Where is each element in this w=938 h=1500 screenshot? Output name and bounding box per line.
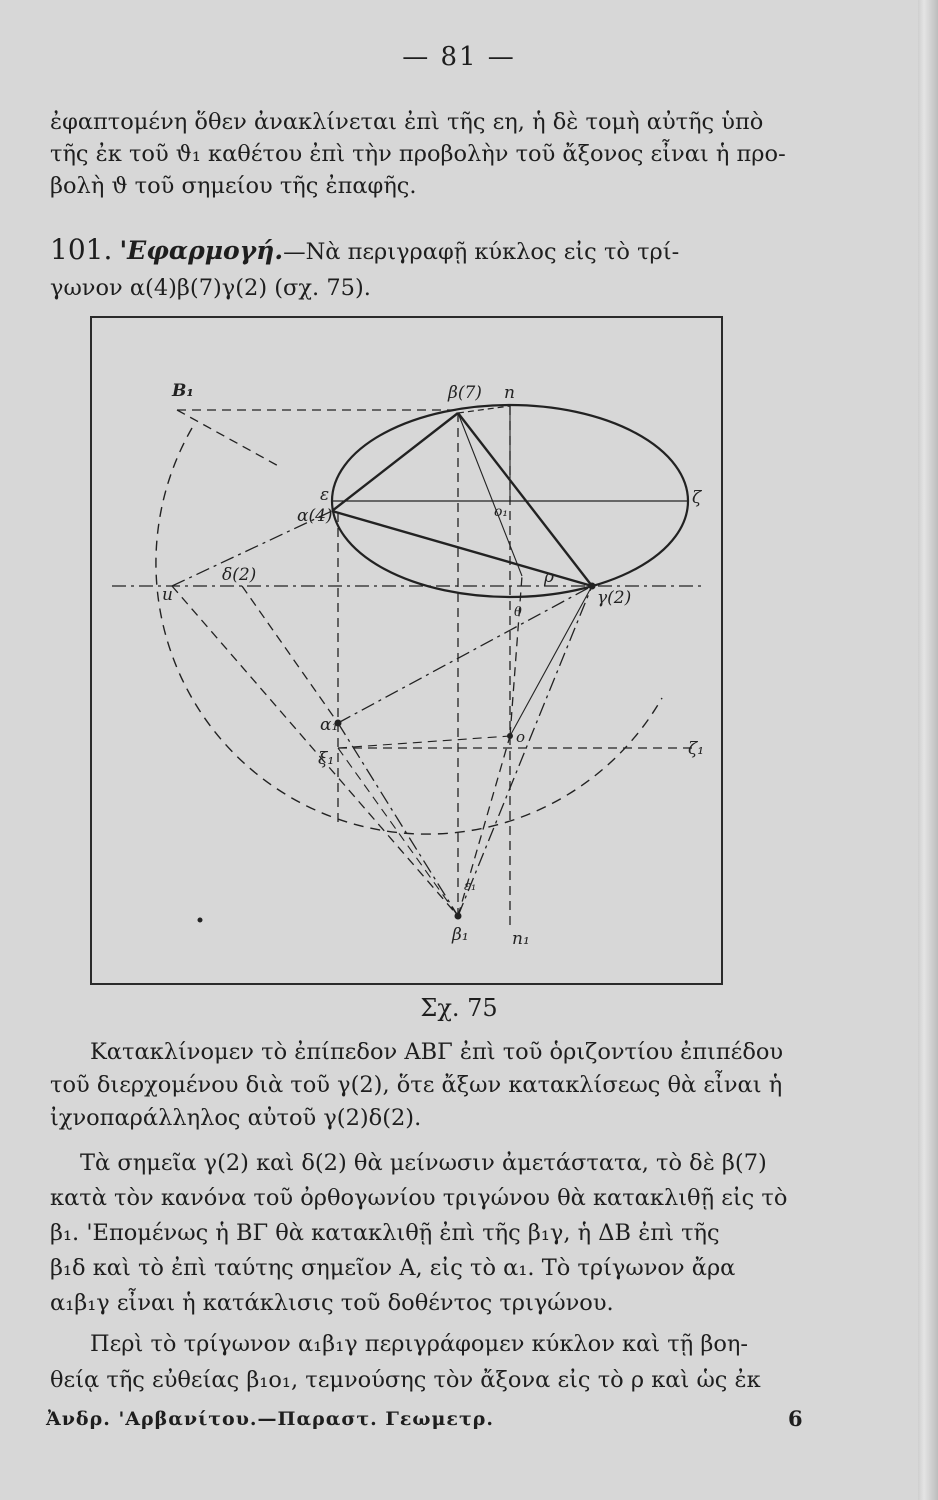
body-paragraph-1	[50, 1036, 840, 1135]
section-101	[50, 232, 840, 306]
section-continuation: γωνον α(4)β(7)γ(2) (σχ. 75).	[50, 275, 371, 301]
label-rho: ρ	[544, 567, 554, 587]
point-o	[508, 734, 513, 739]
section-title: 'Εφαρμογή.	[119, 236, 284, 265]
text-line: β₁. 'Επομένως ἡ ΒΓ θὰ κατακλιθῇ ἐπὶ τῆς β₁γ, ἡ ΔΒ ἐπὶ τῆς	[50, 1220, 720, 1246]
label-g2: γ(2)	[597, 588, 632, 608]
label-n-top: n	[504, 383, 515, 403]
text-line: κατὰ τὸν κανόνα τοῦ ὀρθογωνίου τριγώνου θὰ κατακλιθῇ εἰς τὸ	[50, 1185, 788, 1211]
section-number: 101.	[50, 233, 113, 266]
signature-mark: 6	[788, 1406, 803, 1431]
construction-line	[458, 586, 592, 916]
triangle-side	[458, 413, 592, 586]
text-line: Τὰ σημεῖα γ(2) καὶ δ(2) θὰ μείνωσιν ἀμετάστατα, τὸ δὲ β(7)	[80, 1150, 767, 1176]
page-number: — 81 —	[402, 42, 516, 72]
label-d2: δ(2)	[222, 565, 257, 585]
label-zeta: ζ	[692, 488, 702, 508]
label-a4: α(4)	[297, 506, 333, 526]
text-line: θείᾳ τῆς εὐθείας β₁ο₁, τεμνούσης τὸν ἄξονα εἰς τὸ ρ καὶ ὡς ἐκ	[50, 1367, 761, 1393]
section-heading-line	[50, 232, 840, 270]
body-paragraph-3	[50, 1326, 840, 1398]
page-edge-shadow	[918, 0, 938, 1500]
geometry-diagram	[92, 318, 721, 983]
construction-line	[338, 723, 458, 916]
section-text: —Νὰ περιγραφῇ κύκλος εἰς τὸ τρί-	[283, 239, 680, 265]
label-zeta1: ζ₁	[688, 739, 705, 759]
construction-line	[458, 413, 522, 576]
label-a1: α₁	[320, 715, 339, 735]
label-theta: θ	[514, 605, 522, 620]
construction-line	[510, 586, 592, 736]
label-u: u	[162, 585, 173, 605]
intro-paragraph	[50, 106, 840, 202]
body-paragraph-2	[50, 1146, 840, 1321]
text-line: ἰχνοπαράλληλος αὐτοῦ γ(2)δ(2).	[50, 1105, 422, 1131]
point-b1	[455, 913, 461, 919]
label-xi: ξ₁	[318, 749, 335, 769]
construction-line	[242, 586, 338, 723]
running-footer: Ἀνδρ. 'Αρβανίτου.—Παραστ. Γεωμετρ.	[46, 1408, 494, 1430]
dot-mark	[198, 918, 202, 922]
text-line: βολὴ ϑ τοῦ σημείου τῆς ἐπαφῆς.	[50, 173, 417, 199]
label-e1: ε₁	[464, 879, 477, 894]
label-b1: β₁	[452, 925, 469, 945]
construction-line	[177, 410, 282, 468]
figure-75	[90, 316, 723, 985]
construction-line	[338, 736, 510, 748]
text-line: Περὶ τὸ τρίγωνον α₁β₁γ περιγράφομεν κύκλον καὶ τῇ βοη-	[90, 1331, 748, 1357]
construction-line	[510, 576, 522, 736]
figure-caption: Σχ. 75	[420, 994, 498, 1022]
label-b7: β(7)	[448, 383, 482, 403]
text-line: Κατακλίνομεν τὸ ἐπίπεδον ΑΒΓ ἐπὶ τοῦ ὁριζοντίου ἐπιπέδου	[90, 1039, 784, 1065]
text-line: τῆς ἐκ τοῦ ϑ₁ καθέτου ἐπὶ τὴν προβολὴν τοῦ ἄξονος εἶναι ἡ προ-	[50, 141, 786, 167]
circumcircle-arc	[156, 428, 662, 834]
text-line: α₁β₁γ εἶναι ἡ κατάκλισις τοῦ δοθέντος τριγώνου.	[50, 1290, 614, 1316]
point-gamma	[589, 583, 595, 589]
label-o-center: o	[516, 728, 526, 746]
text-line: ἐφαπτομένη ὅθεν ἀνακλίνεται ἐπὶ τῆς εη, ἡ δὲ τομὴ αὐτῆς ὑπὸ	[50, 109, 764, 135]
text-line: τοῦ διερχομένου διὰ τοῦ γ(2), ὅτε ἄξων κατακλίσεως θὰ εἶναι ἡ	[50, 1072, 783, 1098]
text-line: β₁δ καὶ τὸ ἐπὶ ταύτης σημεῖον Α, εἰς τὸ α₁. Τὸ τρίγωνον ἄρα	[50, 1255, 736, 1281]
label-o1: o₁	[494, 504, 509, 520]
label-epsilon: ε	[320, 485, 330, 505]
construction-line	[338, 748, 458, 916]
construction-line	[172, 586, 458, 916]
label-n1: n₁	[512, 929, 530, 949]
label-b1-top: B₁	[172, 381, 194, 401]
construction-line	[338, 586, 592, 723]
